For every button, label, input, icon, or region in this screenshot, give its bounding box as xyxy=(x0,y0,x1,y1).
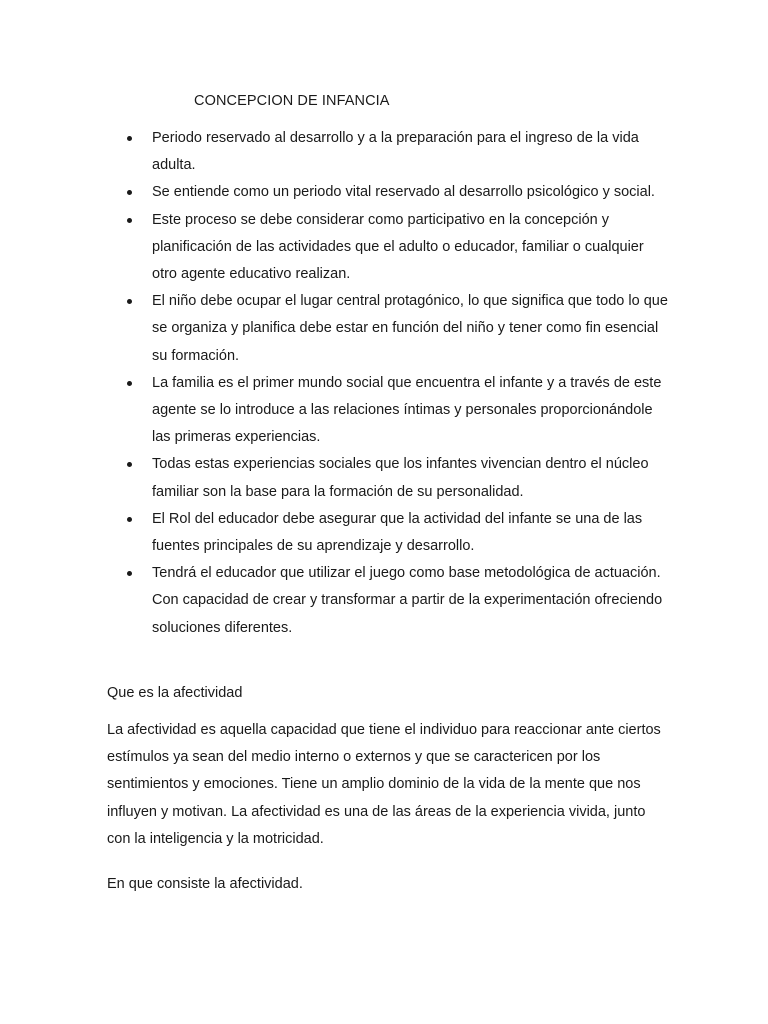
bullet-icon xyxy=(127,190,132,195)
page-title: CONCEPCION DE INFANCIA xyxy=(194,93,390,109)
list-item-text: Tendrá el educador que utilizar el juego como base metodológica de actuación. Con capacidad de crear y transformar a partir de la experimentación ofreciendo soluciones diferentes. xyxy=(152,565,663,636)
list-item xyxy=(152,560,672,642)
list-item-text: El niño debe ocupar el lugar central protagónico, lo que significa que todo lo que se organiza y planifica debe estar en función del niño y tener como fin esencial su formación. xyxy=(152,293,668,364)
list-item-text: Este proceso se debe considerar como participativo en la concepción y planificación de las actividades que el adulto o educador, familiar o cualquier otro agente educativo realizan. xyxy=(152,211,644,283)
bullet-list xyxy=(0,125,768,642)
list-item xyxy=(152,207,672,289)
list-item-text: Se entiende como un periodo vital reservado al desarrollo psicológico y social. xyxy=(152,184,655,201)
bullet-icon xyxy=(127,136,132,141)
list-item-text: Todas estas experiencias sociales que los infantes vivencian dentro el núcleo familiar son la base para la formación de su personalidad. xyxy=(152,456,649,500)
bullet-icon xyxy=(127,571,132,576)
bullet-icon xyxy=(127,462,132,467)
list-item xyxy=(152,179,672,206)
list-item-text: Periodo reservado al desarrollo y a la preparación para el ingreso de la vida adulta. xyxy=(152,130,639,174)
bullet-icon xyxy=(127,381,132,386)
list-item xyxy=(152,370,672,452)
afectividad-paragraph: La afectividad es aquella capacidad que tiene el individuo para reaccionar ante ciertos estímulos ya sean del medio interno o externos y que se caractericen por los sentimientos y emociones. Tiene un amplio dominio de la vida de la mente que nos influyen y motivan. La afectividad es una de las áreas de la experiencia vivida, junto con la inteligencia y la motricidad. xyxy=(107,722,661,847)
list-item xyxy=(152,451,672,505)
list-item-text: La familia es el primer mundo social que encuentra el infante y a través de este agente se lo introduce a las relaciones íntimas y personales proporcionándole las primeras experiencias. xyxy=(152,374,662,446)
list-item xyxy=(152,506,672,560)
bullet-icon xyxy=(127,299,132,304)
section-heading-afectividad: Que es la afectividad xyxy=(107,685,243,701)
bullet-icon xyxy=(127,517,132,522)
list-item xyxy=(152,125,672,179)
bullet-icon xyxy=(127,218,132,223)
section-heading-consiste: En que consiste la afectividad. xyxy=(107,876,303,892)
list-item-text: El Rol del educador debe asegurar que la actividad del infante se una de las fuentes principales de su aprendizaje y desarrollo. xyxy=(152,510,643,555)
list-item xyxy=(152,288,672,370)
